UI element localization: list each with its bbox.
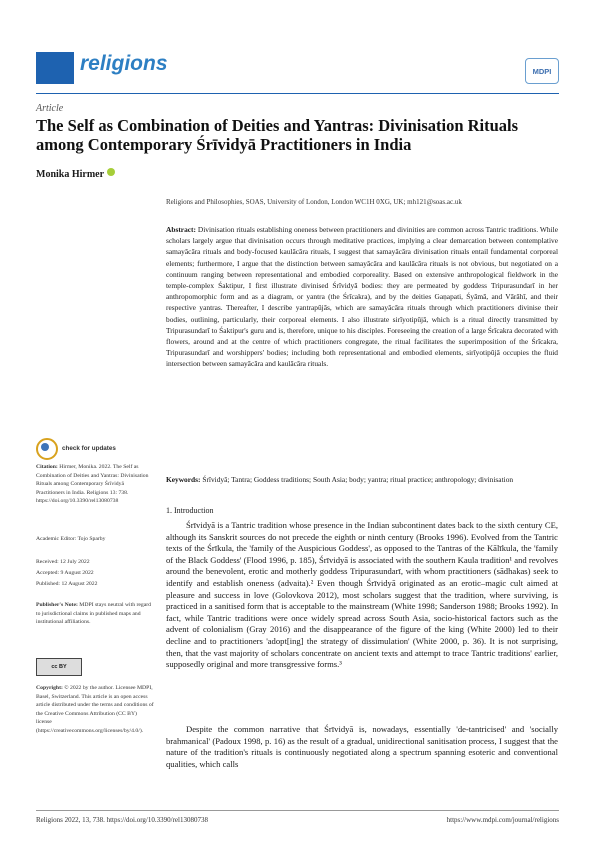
abstract-label: Abstract: [166,225,196,234]
section-heading: 1. Introduction [166,506,214,515]
abstract [166,224,558,370]
footer-journal-url[interactable]: https://www.mdpi.com/journal/religions [446,816,559,824]
cc-license-badge[interactable]: cc BY [36,658,82,676]
article-title: The Self as Combination of Deities and Yantras: Divinisation Rituals among Contemporary Śrīvidyā Practitioners in India [36,116,519,154]
footer-rule [36,810,559,811]
article-type: Article [36,103,64,114]
affiliation: Religions and Philosophies, SOAS, University of London, London WC1H 0XG, UK; mh121@soas.ac.uk [166,198,462,206]
copyright: Copyright: © 2022 by the author. Licensee MDPI, Basel, Switzerland. This article is an open access article distributed under the terms and conditions of the Creative Commons Attribution (CC BY) license (https://creativecommons.org/licenses/by/4.0/). [36,685,154,734]
publisher-logo: MDPI [525,58,559,84]
keywords [166,474,558,485]
journal-name: religions [80,52,168,75]
received-date: Received: 12 July 2022 [36,559,90,565]
citation: Citation: Hirmer, Monika. 2022. The Self as Combination of Deities and Yantras: Divinisation Rituals among Contemporary Śrīvidyā Practitioners in India. Religions 13: 738. https://doi.org/10.3390/rel13080738 [36,464,149,505]
keywords-label: Keywords: [166,475,201,484]
orcid-icon[interactable] [107,168,115,176]
accepted-date: Accepted: 9 August 2022 [36,570,94,576]
footer-citation: Religions 2022, 13, 738. https://doi.org/10.3390/rel13080738 [36,816,208,824]
intro-paragraph-1: Śrīvidyā is a Tantric tradition whose presence in the Indian subcontinent dates back to the sixth century CE, although its Sanskrit sources do not precede the eighth or ninth century (Brooks 1996). Evolved from the Tantric texts of the Śrīkula, the 'family of the Auspicious Goddess', as opposed to the Tantras of the Kālīkula, the 'family of the Black Goddess' (Flood 1996, p. 185), Śrīvidyā is associated with the southern Kaula tradition¹ and revolves around the benevolent, erotic and motherly goddess Tripurasundarī, with whom practitioners (sādhakas) seek to identify and establish oneness (advaita).² Even though Śrīvidyā originated as an erotic–magic cult aimed at pleasure and success in love (Golovkova 2012), most scholars suggest that the tradition, where surviving, is practiced in a sanitised form that is acceptable to the mainstream (White 1998; Sanderson 1988; Brooks 1992). In fact, while Tantric traditions were once widely spread across South Asia, socio-historical factors such as the advent of colonialism (Gray 2016) and the disappearance of the figure of the king (White 2000) led to their decline and to practitioners 'adopt[ing] the strategy of dissimulation' (White 2000, p. 36). It is not surprising, then, that the vast majority of scholars concentrate on ancient texts and attempt to trace Tantric traditions' earlier, supposedly original and more transgressive forms.³ [166,520,558,670]
published-date: Published: 12 August 2022 [36,581,98,587]
abstract-text: Divinisation rituals establishing oneness between practitioners and divinities are common across Tantric traditions. While scholars largely argue that divinisation occurs through meditative practices, implying a clear demarcation between contemplative samayācāra rituals and body-focused kaulācāra rituals, I suggest that samayācāra divinisation rituals entail fundamental corporeal elements; furthermore, I argue that the distinction between samayācāra and kaulācāra rituals is not obvious, but negotiated on a continuum ranging between representational and embodied corporeality. Based on extensive anthropological fieldwork in the temple-complex Śaktipur, I first illustrate divinised Śrīvidyā bodies: they are permeated by goddess Tripurasundarī in her anthropomorphic form and as a diagram, or yantra (the Śrīcakra), and by the deities Gaṇapati, Śyāmā, and Vārāhī, and their respective yantras. Thereafter, I describe yantrapūjās, which are samayācāra rituals through which practitioners divinise their bodies, outlining, particularly, their corporeal elements. I also illustrate sirīyotipūjā, which is a ritual directly transmitted by Tripurasundarī to Śaktipur's guru and is, therefore, unique to his disciples. Foreseeing the creation of a large Śrīcakra decorated with flowers, around and at the centre of which practitioners congregate, the ritual facilitates the superimposition of the Śrīcakra, Tripurasundarī and worshippers' bodies; including both representational and embodied elements, sirīyotipūjā occupies the fluid intersection between samayācāra and kaulācāra rituals. [166,225,558,369]
header-rule [36,93,559,94]
author: Monika Hirmer [36,168,115,180]
keywords-text: Śrīvidyā; Tantra; Goddess traditions; South Asia; body; yantra; ritual practice; anthropology; divinisation [202,475,514,484]
intro-paragraph-2: Despite the common narrative that Śrīvidyā is, nowadays, essentially 'de-tantricised' and 'socially brahmanical' (Padoux 1998, p. 16) as the result of a gradual, unidirectional sanitisation process, I suggest that the nature of the tradition's rituals is continuously negotiated along a spectrum spanning esoteric and conventional qualities, which calls [166,724,558,769]
publisher-note: Publisher's Note: MDPI stays neutral with regard to jurisdictional claims in published maps and institutional affiliations. [36,602,152,626]
check-updates-label: check for updates [62,445,116,453]
footer [36,816,559,824]
academic-editor: Academic Editor: Tojo Sparby [36,536,106,542]
check-updates-button[interactable] [36,438,116,460]
check-updates-icon [36,438,58,460]
journal-logo [36,52,74,84]
